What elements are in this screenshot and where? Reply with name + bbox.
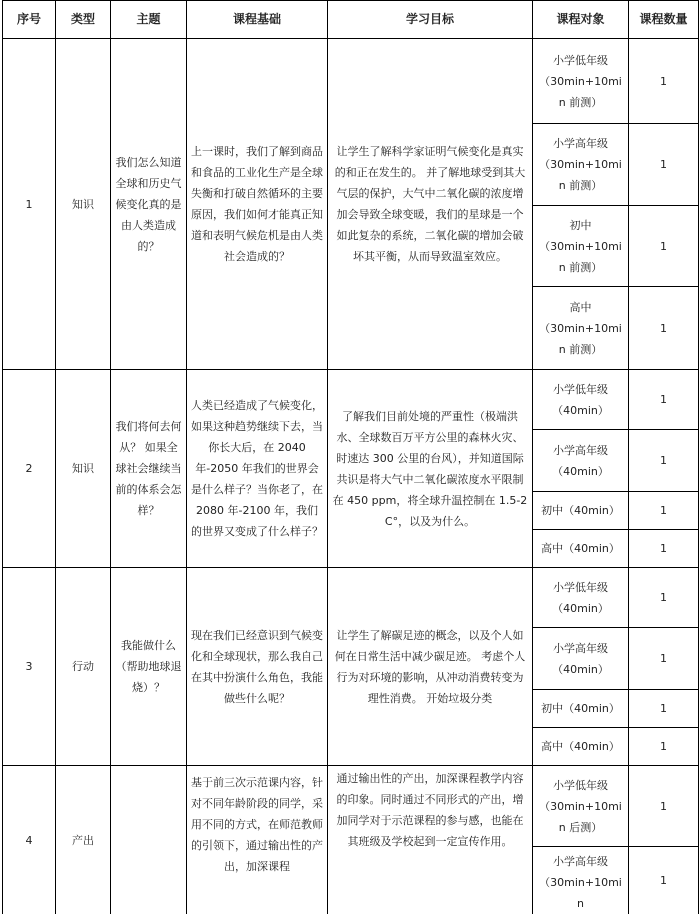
header-type: 类型 (56, 1, 111, 39)
row-type: 知识 (56, 39, 111, 370)
row-basis: 现在我们已经意识到气候变化和全球现状，那么我自己在其中扮演什么角色，我能做些什么呢？ (187, 568, 328, 766)
row-topic (111, 766, 187, 914)
count-cell: 1 (629, 430, 699, 492)
row-no: 2 (3, 370, 56, 568)
row-basis: 基于前三次示范课内容，针对不同年龄阶段的同学，采用不同的方式，在师范教师的引领下，通过输出性的产出，加深课程 (187, 766, 328, 914)
count-cell: 1 (629, 492, 699, 530)
count-cell: 1 (629, 628, 699, 690)
count-cell: 1 (629, 124, 699, 206)
row-type: 知识 (56, 370, 111, 568)
table-row (3, 568, 699, 628)
row-no: 3 (3, 568, 56, 766)
audience-cell: 初中（40min） (533, 492, 629, 530)
audience-cell: 高中（40min） (533, 530, 629, 568)
header-no: 序号 (3, 1, 56, 39)
count-cell: 1 (629, 370, 699, 430)
table-row (3, 370, 699, 430)
row-basis: 人类已经造成了气候变化，如果这种趋势继续下去，当你长大后，在 2040 年-2050 年我们的世界会是什么样子？当你老了，在 2080 年-2100 年，我们的世界又变成了什么样子？ (187, 370, 328, 568)
count-cell: 1 (629, 847, 699, 914)
count-cell: 1 (629, 287, 699, 370)
row-basis: 上一课时，我们了解到商品和食品的工业化生产是全球失衡和打破自然循环的主要原因，我们如何才能真正知道和表明气候危机是由人类社会造成的？ (187, 39, 328, 370)
row-goal: 让学生了解碳足迹的概念，以及个人如何在日常生活中减少碳足迹。 考虑个人行为对环境的影响，从冲动消费转变为理性消费。 开始垃圾分类 (328, 568, 533, 766)
table-row (3, 39, 699, 124)
count-cell: 1 (629, 530, 699, 568)
count-cell: 1 (629, 39, 699, 124)
audience-cell: 小学低年级（30min+10min 前测） (533, 39, 629, 124)
count-cell: 1 (629, 690, 699, 728)
row-type: 产出 (56, 766, 111, 914)
audience-cell: 小学低年级（30min+10min 后测） (533, 766, 629, 847)
row-type: 行动 (56, 568, 111, 766)
header-audience: 课程对象 (533, 1, 629, 39)
row-topic: 我们将何去何从？ 如果全球社会继续当前的体系会怎样？ (111, 370, 187, 568)
audience-cell: 小学高年级（30min+10min (533, 847, 629, 914)
row-goal: 通过输出性的产出，加深课程教学内容的印象。同时通过不同形式的产出，增加同学对于示范课程的参与感，也能在其班级及学校起到一定宣传作用。 (328, 766, 533, 914)
count-cell: 1 (629, 728, 699, 766)
header-topic: 主题 (111, 1, 187, 39)
audience-cell: 小学高年级（40min） (533, 628, 629, 690)
audience-cell: 高中（30min+10min 前测） (533, 287, 629, 370)
audience-cell: 初中（40min） (533, 690, 629, 728)
header-row (3, 1, 699, 39)
row-topic: 我能做什么（帮助地球退烧）？ (111, 568, 187, 766)
header-basis: 课程基础 (187, 1, 328, 39)
count-cell: 1 (629, 568, 699, 628)
count-cell: 1 (629, 766, 699, 847)
audience-cell: 小学低年级（40min） (533, 568, 629, 628)
row-goal: 了解我们目前处境的严重性（极端洪水、全球数百万平方公里的森林火灾、时速达 300 公里的台风），并知道国际共识是将大气中二氧化碳浓度水平限制在 450 ppm，将全球升温控制在 1.5-2 C°，以及为什么。 (328, 370, 533, 568)
header-goal: 学习目标 (328, 1, 533, 39)
audience-cell: 高中（40min） (533, 728, 629, 766)
course-table (2, 0, 699, 914)
row-topic: 我们怎么知道全球和历史气候变化真的是由人类造成的？ (111, 39, 187, 370)
audience-cell: 小学低年级（40min） (533, 370, 629, 430)
row-no: 4 (3, 766, 56, 914)
count-cell: 1 (629, 206, 699, 287)
audience-cell: 小学高年级（40min） (533, 430, 629, 492)
row-no: 1 (3, 39, 56, 370)
audience-cell: 小学高年级（30min+10min 前测） (533, 124, 629, 206)
header-count: 课程数量 (629, 1, 699, 39)
row-goal: 让学生了解科学家证明气候变化是真实的和正在发生的。 并了解地球受到其大气层的保护，大气中二氧化碳的浓度增加会导致全球变暖，我们的星球是一个如此复杂的系统，二氧化碳的增加会破坏其平衡，从而导致温室效应。 (328, 39, 533, 370)
table-row (3, 766, 699, 847)
audience-cell: 初中（30min+10min 前测） (533, 206, 629, 287)
